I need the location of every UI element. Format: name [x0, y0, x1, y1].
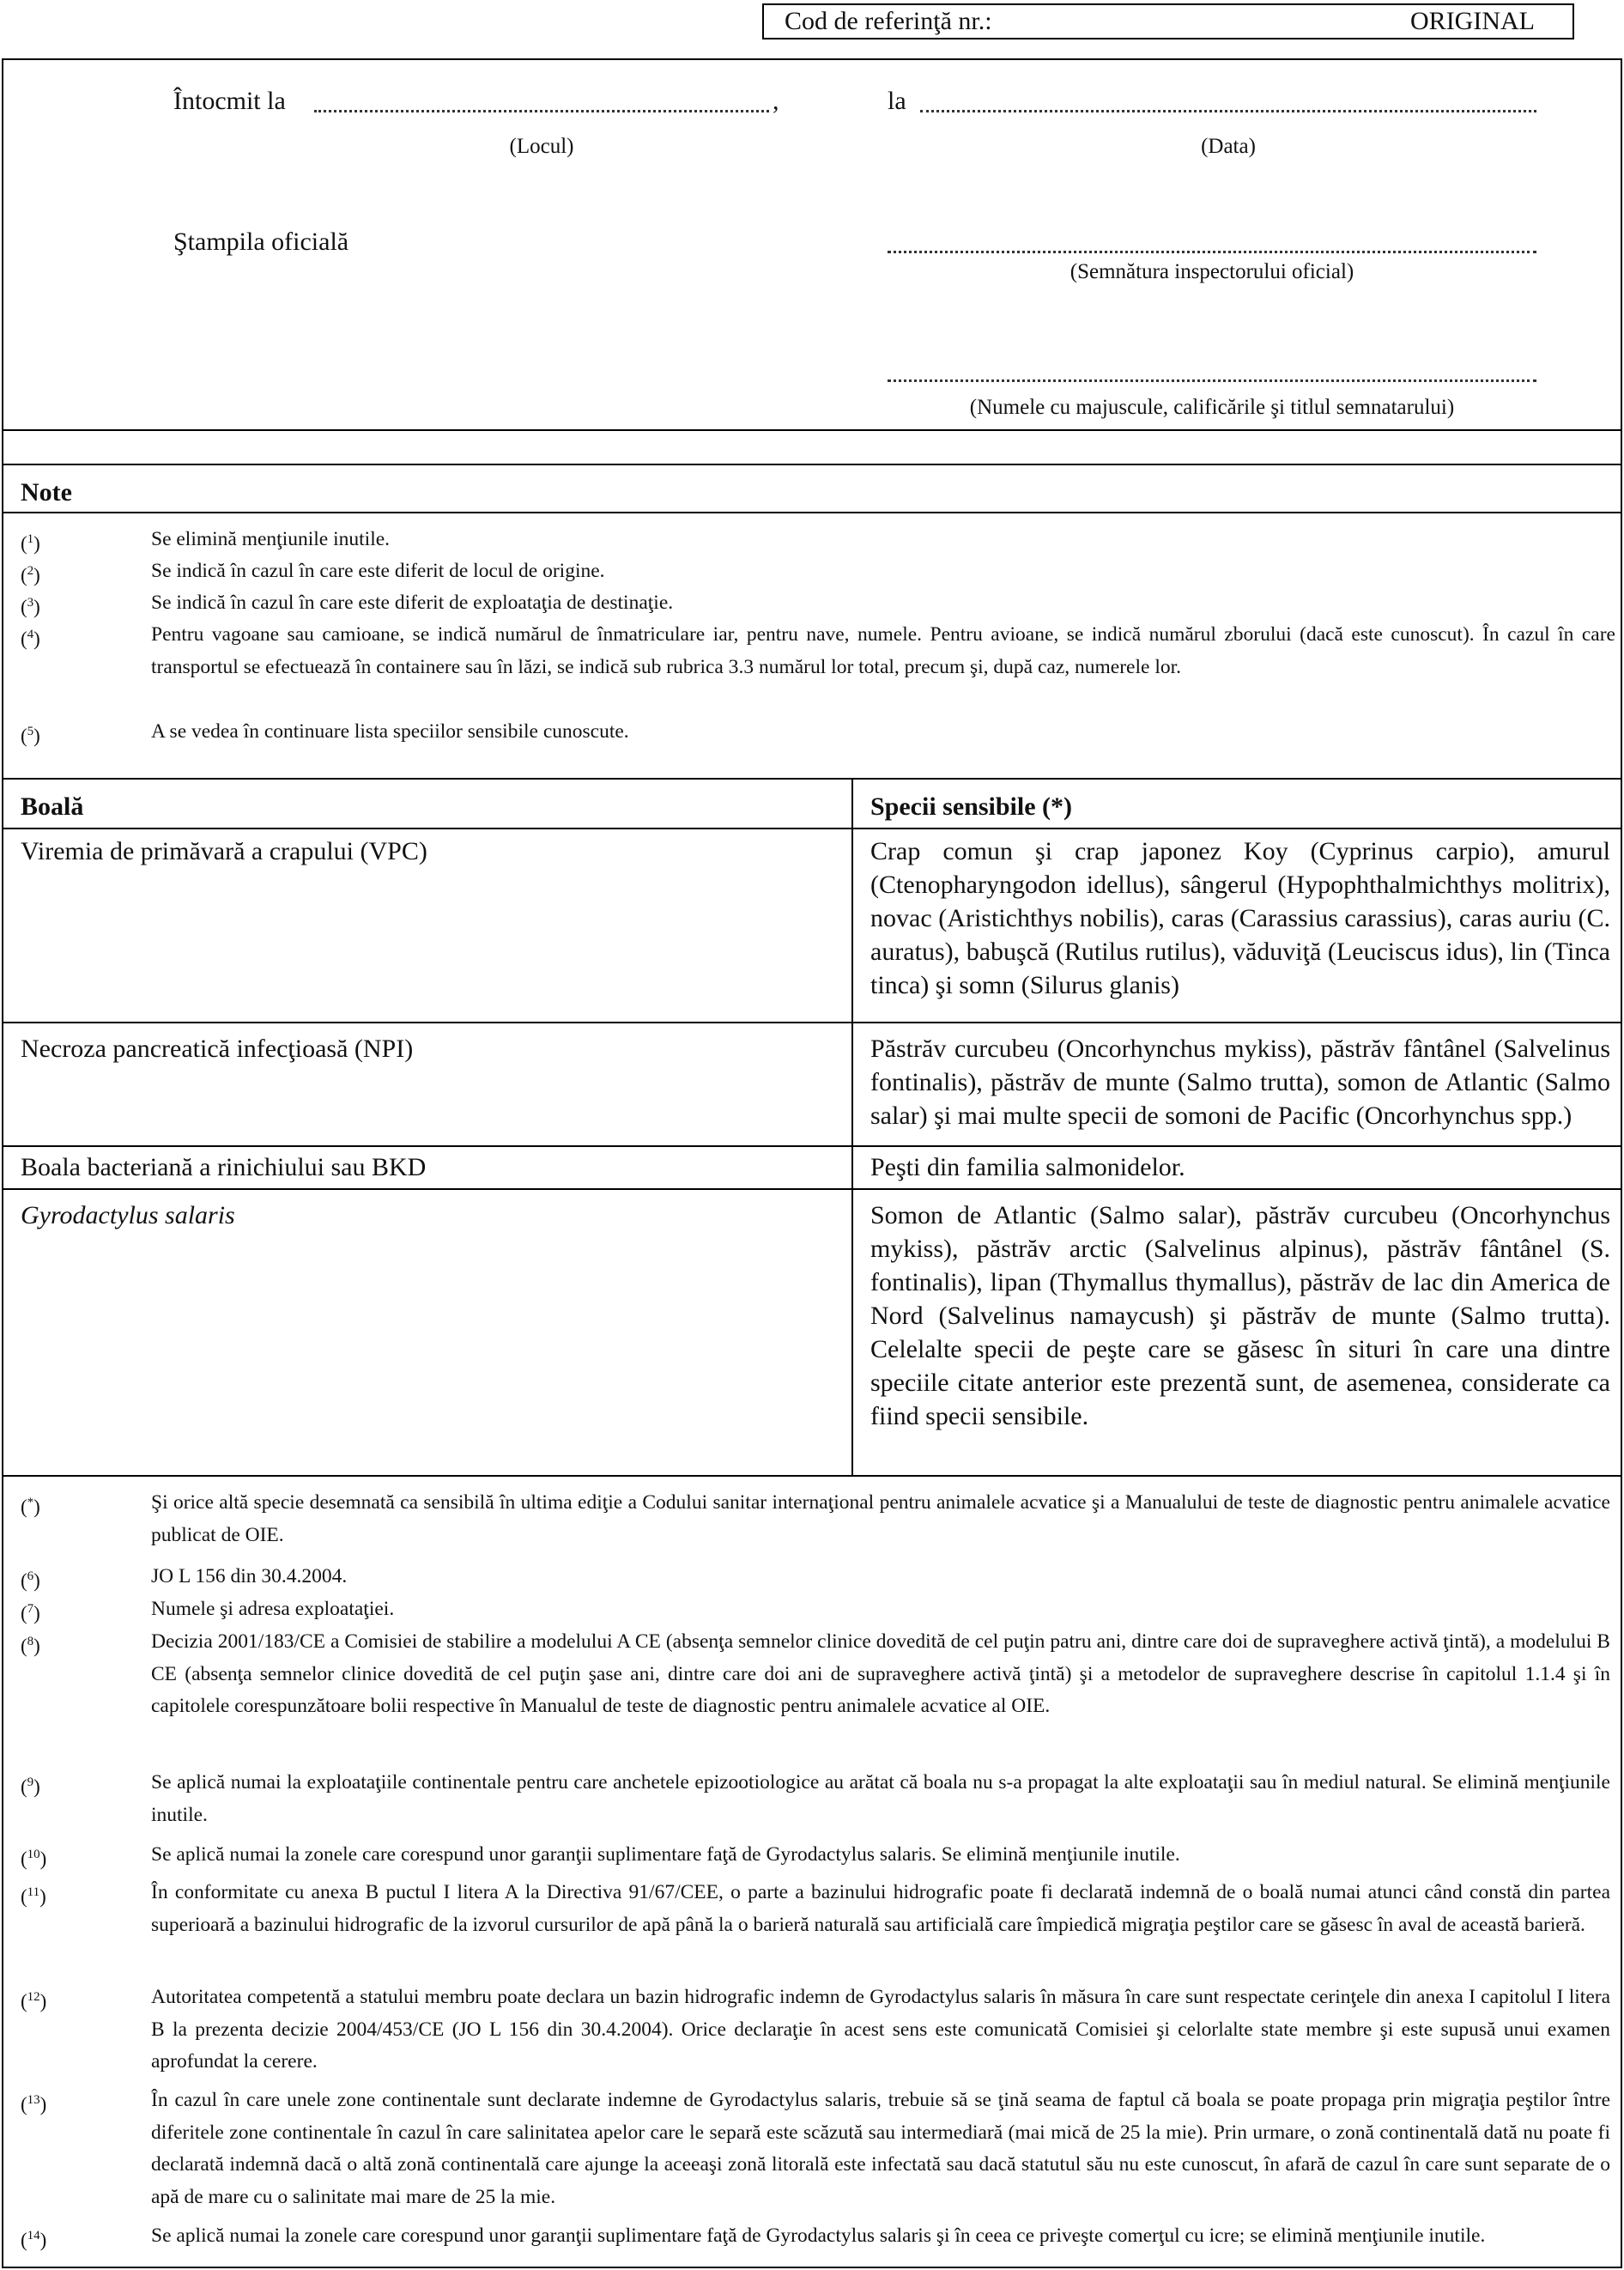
footnote-number: ($^{14}$) — [21, 2229, 47, 2251]
note-number: ($^5$) — [21, 725, 40, 747]
footnote-text: JO L 156 din 30.4.2004. — [151, 1565, 348, 1587]
place-caption: (Locul) — [509, 135, 574, 158]
table-header-disease: Boală — [21, 792, 84, 821]
species-cell: Păstrăv curcubeu (Oncorhynchus mykiss), păstrăv fântânel (Salvelinus fontinalis), păstrăv de munte (Salmo trutta), somon de Atlantic (Salmo salar) şi mai multe specii de somoni de Pacific (Oncorhynchus spp.) — [870, 1035, 1610, 1130]
footnote-number: ($^8$) — [21, 1635, 40, 1657]
footnote-number: ($^6$) — [21, 1569, 40, 1592]
footnote-number: ($^{12}$) — [21, 1990, 47, 2012]
notes-heading: Note — [21, 478, 72, 507]
footnote-text: Autoritatea competentă a statului membru poate declara un bazin hidrografic indemn de Gyrodactylus salaris în măsura în care sunt respectate cerinţele din anexa I capitolul I litera B la prezenta decizie 2004/453/CE (JO L 156 din 30.4.2004). Orice declaraţie în acest sens este comunicată Comisiei şi celorlalte state membre şi este supusă unui examen aprofundat la cerere. — [151, 1986, 1610, 2073]
disease-cell: Necroza pancreatică infecţioasă (NPI) — [21, 1035, 414, 1063]
footnote-text: Se aplică numai la exploataţiile continentale pentru care anchetele epizootiologice au arătat că boala nu s-a propagat la alte exploataţii sau în mediul natural. Se elimină menţiunile inutile. — [151, 1771, 1610, 1826]
footnote-text: Numele şi adresa exploataţiei. — [151, 1598, 395, 1620]
stamp-label: Ştampila oficială — [173, 228, 349, 256]
date-caption: (Data) — [1201, 135, 1256, 158]
divider — [3, 1475, 1621, 1477]
species-cell: Somon de Atlantic (Salmo salar), păstrăv curcubeu (Oncorhynchus mykiss), păstrăv arctic (Salvelinus alpinus), păstrăv fântânel (S. fontinalis), lipan (Thymallus thymallus), păstrăv de lac din America de Nord (Salvelinus namaycush) şi păstrăv de munte (Salmo trutta). Celelalte specii de peşte care se găsesc în situri în care una dintre speciile citate anterior este prezentă sunt, de asemenea, considerate ca fiind specii sensibile. — [870, 1201, 1610, 1430]
footnote-number: ($^{10}$) — [21, 1848, 47, 1870]
species-cell: Peşti din familia salmonidelor. — [870, 1153, 1185, 1181]
note-text: Se indică în cazul în care este diferit de exploataţia de destinaţie. — [151, 592, 674, 614]
date-field[interactable] — [920, 110, 1536, 112]
reference-box — [762, 3, 1574, 39]
reference-label: Cod de referinţă nr.: — [785, 7, 992, 35]
species-cell: Crap comun şi crap japonez Koy (Cyprinus carpio), amurul (Ctenopharyngodon idellus), sângerul (Hypophthalmichthys molitrix), novac (Aristichthys nobilis), caras (Carassius carassius), caras auriu (C. auratus), babuşcă (Rutilus rutilus), văduviţă (Leuciscus idus), lin (Tinca tinca) şi somn (Silurus glanis) — [870, 837, 1610, 999]
footnote-text: Se aplică numai la zonele care corespund unor garanţii suplimentare faţă de Gyrodactylus salaris. Se elimină menţiunile inutile. — [151, 1843, 1180, 1866]
name-caption: (Numele cu majuscule, calificările şi titlul semnatarului) — [969, 396, 1455, 419]
signature-field[interactable] — [888, 251, 1536, 253]
reference-value: ORIGINAL — [1410, 7, 1535, 35]
footnote-number: (*) — [21, 1496, 40, 1518]
divider — [3, 1188, 1621, 1190]
place-field[interactable] — [314, 110, 769, 112]
divider — [3, 429, 1621, 431]
footnote-number: ($^{11}$) — [21, 1885, 46, 1908]
footnote-text: În cazul în care unele zone continentale sunt declarate indemne de Gyrodactylus salaris, trebuie să se ţină seama de faptul că boala se poate propaga prin migraţia peştilor între diferitele zone continentale în cazul în care salinitatea apelor care le separă este scăzută sau intermediară (mai mică de 25 la mie). Prin urmare, o zonă continentală dată nu poate fi declarată indemnă dacă o altă zonă continentală care ajunge la aceeaşi zonă litorală este infectată sau dacă statutul său nu este cunoscut, în afară de cazul în care sunt separate de o apă de mare cu o salinitate mai mare de 25 la mie. — [151, 2089, 1610, 2208]
disease-cell: Gyrodactylus salaris — [21, 1201, 235, 1229]
note-text: Pentru vagoane sau camioane, se indică numărul de înmatriculare iar, pentru nave, numele. Pentru avioane, se indică numărul zborului (dacă este cunoscut). În cazul în care transportul se efectuează în containere sau în lăzi, se indică sub rubrica 3.3 numărul lor total, precum şi, după caz, numerele lor. — [151, 623, 1615, 678]
signature-caption: (Semnătura inspectorului oficial) — [1070, 260, 1354, 283]
name-field[interactable] — [888, 379, 1536, 382]
footnote-number: ($^{13}$) — [21, 2093, 47, 2115]
note-text: A se vedea în continuare lista speciilor sensibile cunoscute. — [151, 720, 629, 743]
note-text: Se indică în cazul în care este diferit de locul de origine. — [151, 560, 605, 582]
note-text: Se elimină menţiunile inutile. — [151, 528, 391, 550]
disease-cell: Viremia de primăvară a crapului (VPC) — [21, 837, 427, 865]
divider — [3, 778, 1621, 780]
prepared-at-label: Întocmit la — [173, 87, 286, 115]
footnote-number: ($^7$) — [21, 1602, 40, 1624]
footnote-text: Se aplică numai la zonele care corespund unor garanţii suplimentare faţă de Gyrodactylus salaris şi în ceea ce priveşte comerţul cu icre; se elimină menţiunile inutile. — [151, 2224, 1486, 2247]
table-column-divider — [851, 778, 853, 1475]
divider — [3, 512, 1621, 513]
footnote-text: Şi orice altă specie desemnată ca sensibilă în ultima ediţie a Codului sanitar internaţional pentru animalele acvatice şi a Manualului de teste de diagnostic pentru animalele acvatice publicat de OIE. — [151, 1491, 1610, 1546]
table-header-species: Specii sensibile (*) — [870, 792, 1073, 821]
note-number: ($^4$) — [21, 628, 40, 650]
date-at-label: la — [888, 87, 906, 115]
note-number: ($^2$) — [21, 564, 40, 586]
certificate-frame: Întocmit la , (Locul) la (Data) Ştampila oficială (Semnătura inspectorului oficial) (Numele cu majuscule, calificările şi titlul semnatarului) Note ($^1$) Se elimină menţiunile inutile. ($^2$) Se indică în cazul în care este diferit de locul de origine. ($^3$) Se indică în cazul în care este diferit de exploataţia de destinaţie. ($^4$) Pentru vagoane sau camioane, se indică numărul de înmatriculare iar, pentru nave, numele. Pentru avioane, se indică numărul zborului (dacă este cunoscut). În cazul în care transportul se efectuează în containere sau în lăzi, se indică sub rubrica 3.3 numărul lor total, precum şi, după caz, numerele lor. ($^5$) A se vedea în continuare lista speciilor sensibile cunoscute. Boală Specii sensibile (*) Viremia de primăvară a crapului (VPC) Crap comun şi crap japonez Koy (Cyprinus carpio), amurul (Ctenopharyngodon idellus), sângerul (Hypophthalmichthys molitrix), novac (Aristichthys nobilis), caras (Carassius carassius), caras auriu (C. auratus), babuşcă (Rutilus rutilus), văduviţă (Leuciscus idus), lin (Tinca tinca) şi somn (Silurus glanis) Necroza pancreatică infecţioasă (NPI) Păstrăv curcubeu (Oncorhynchus mykiss), păstrăv fântânel (Salvelinus fontinalis), păstrăv de munte (Salmo trutta), somon de Atlantic (Salmo salar) şi mai multe specii de somoni de Pacific (Oncorhynchus spp.) Boala bacteriană a rinichiului sau BKD Peşti din familia salmonidelor. Gyrodactylus salaris Somon de Atlantic (Salmo salar), păstrăv curcubeu (Oncorhynchus mykiss), păstrăv arctic (Salvelinus alpinus), păstrăv fântânel (S. fontinalis), lipan (Thymallus thymallus), păstrăv de lac din America de Nord (Salvelinus namaycush) şi păstrăv de munte (Salmo trutta). Celelalte specii de peşte care se găsesc în situri în care una dintre speciile citate anterior este prezentă sunt, de asemenea, considerate ca fiind specii sensibile. (*) Şi orice altă specie desemnată ca sensibilă în ultima ediţie a Codului sanitar internaţional pentru animalele acvatice şi a Manualului de teste de diagnostic pentru animalele acvatice publicat de OIE. ($^6$) JO L 156 din 30.4.2004. ($^7$) Numele şi adresa exploataţiei. ($^8$) Decizia 2001/183/CE a Comisiei de stabilire a modelului A CE (absenţa semnelor clinice dovedită de cel puţin patru ani, dintre care doi de supraveghere activă ţintă), a modelului B CE (absenţa semnelor clinice dovedită de cel puţin şase ani, dintre care doi ani de supraveghere activă ţintă) şi a metodelor de supraveghere descrise în capitolul 1.1.4 şi în capitolele corespunzătoare bolii respective în Manualul de teste de diagnostic pentru animalele acvatice al OIE. ($^9$) Se aplică numai la exploataţiile continentale pentru care anchetele epizootiologice au arătat că boala nu s-a propagat la alte exploataţii sau în mediul natural. Se elimină menţiunile inutile. ($^{10}$) Se aplică numai la zonele care corespund unor garanţii suplimentare faţă de Gyrodactylus salaris. Se elimină menţiunile inutile. ($^{11}$) În conformitate cu anexa B puctul I litera A la Directiva 91/67/CEE, o parte a bazinului hidrografic poate fi declarată indemnă de o boală numai atunci când constă din partea superioară a bazinului hidrografic de la izvorul cursurilor de apă până la o barieră naturală sau artificială care împiedică migraţia peştilor care se găsesc în aval de această barieră. ($^{12}$) Autoritatea competentă a statului membru poate declara un bazin hidrografic indemn de Gyrodactylus salaris în măsura în care sunt respectate cerinţele din anexa I capitolul I litera B la prezenta decizie 2004/453/CE (JO L 156 din 30.4.2004). Orice declaraţie în acest sens este comunicată Comisiei şi celorlalte state membre şi este supusă unui examen aprofundat la cerere. ($^{13}$) În cazul în care unele zone continentale sunt declarate indemne de Gyrodactylus salaris, trebuie să se ţină seama de faptul că boala se poate propaga prin migraţia peştilor între diferitele zone continentale în cazul în care salinitatea apelor care le separă este scăzută sau intermediară (mai mică de 25 la mie). Prin urmare, o zonă continentală dată nu poate fi declarată indemnă dacă o altă zonă continentală care ajunge la aceeaşi zonă litorală este infectată sau dacă statutul său nu este cunoscut, în afară de cazul în care sunt separate de o apă de mare cu o salinitate mai mare de 25 la mie. ($^{14}$) Se aplică numai la zonele care corespund unor garanţii suplimentare faţă de Gyrodactylus salaris şi în ceea ce priveşte comerţul cu icre; se elimină menţiunile inutile. — [2, 58, 1622, 2268]
footnote-text: Decizia 2001/183/CE a Comisiei de stabilire a modelului A CE (absenţa semnelor clinice dovedită de cel puţin patru ani, dintre care doi de supraveghere activă ţintă), a modelului B CE (absenţa semnelor clinice dovedită de cel puţin şase ani, dintre care doi ani de supraveghere activă ţintă) şi a metodelor de supraveghere descrise în capitolul 1.1.4 şi în capitolele corespunzătoare bolii respective în Manualul de teste de diagnostic pentru animalele acvatice al OIE. — [151, 1630, 1610, 1717]
footnote-number: ($^9$) — [21, 1775, 40, 1798]
divider — [3, 464, 1621, 465]
divider — [3, 828, 1621, 829]
footnote-text: În conformitate cu anexa B puctul I litera A la Directiva 91/67/CEE, o parte a bazinului hidrografic poate fi declarată indemnă de o boală numai atunci când constă din partea superioară a bazinului hidrografic de la izvorul cursurilor de apă până la o barieră naturală sau artificială care împiedică migraţia peştilor care se găsesc în aval de această barieră. — [151, 1881, 1610, 1936]
note-number: ($^3$) — [21, 596, 40, 618]
disease-cell: Boala bacteriană a rinichiului sau BKD — [21, 1153, 427, 1181]
divider — [3, 1022, 1621, 1023]
divider — [3, 1145, 1621, 1147]
note-number: ($^1$) — [21, 532, 40, 555]
